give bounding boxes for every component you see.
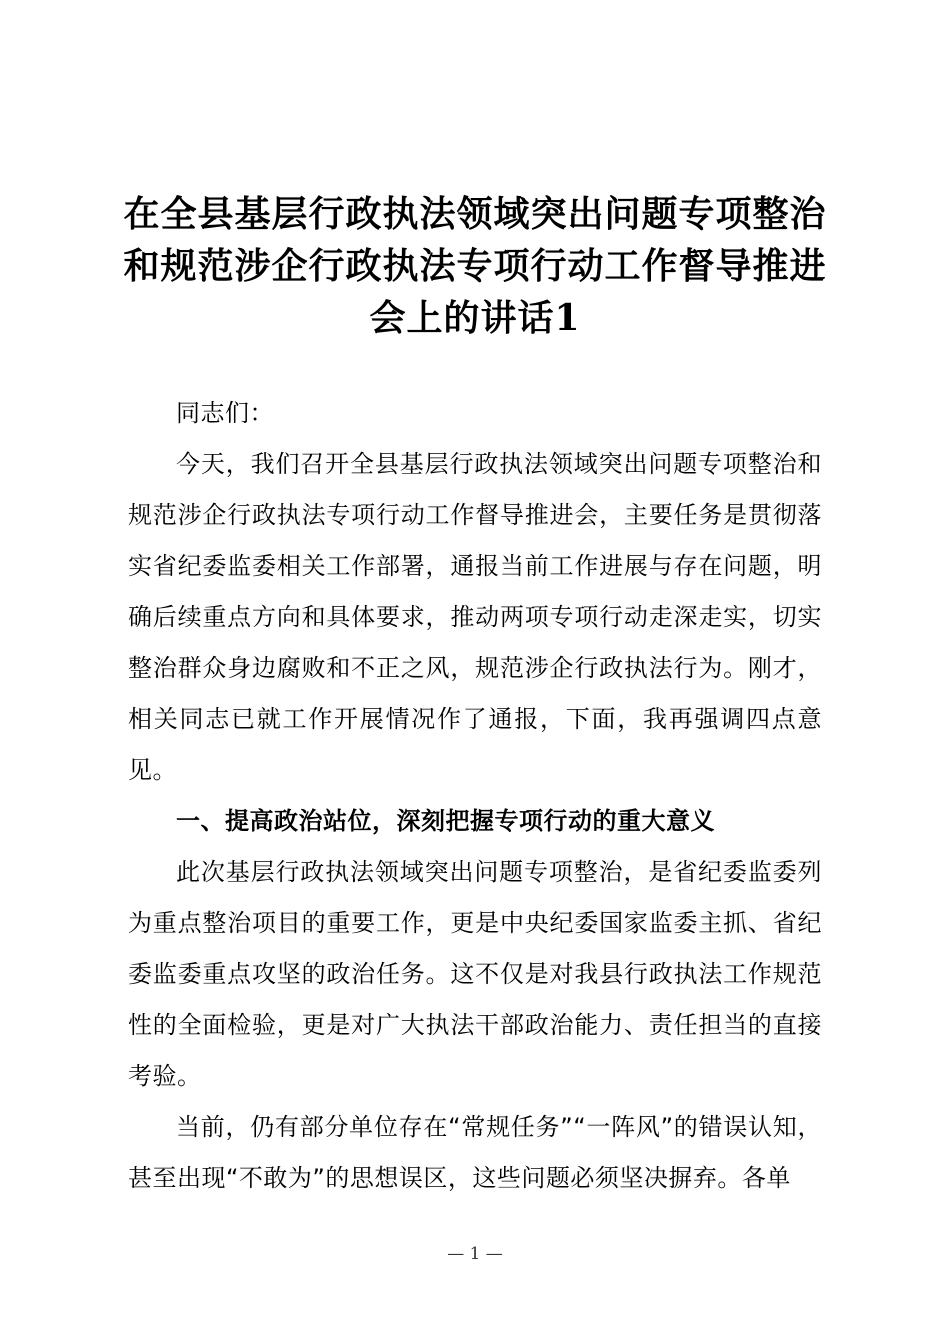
section-1-paragraph-1: 此次基层行政执法领域突出问题专项整治，是省纪委监委列为重点整治项目的重要工作，更是中央纪委国家监委主抓、省纪委监委重点攻坚的政治任务。这不仅是对我县行政执法工作规范性的全面检验，更是对广大执法干部政治能力、责任担当的直接考验。	[128, 858, 822, 1090]
section-1-paragraph-2: 当前，仍有部分单位存在“常规任务”“一阵风”的错误认知，甚至出现“不敢为”的思想误区，这些问题必须坚决摒弃。各单	[128, 1113, 822, 1192]
document-title: 在全县基层行政执法领域突出问题专项整治和规范涉企行政执法专项行动工作督导推进会上的讲话1	[123, 193, 827, 339]
document-body	[128, 388, 822, 1204]
page-number: — 1 —	[447, 1244, 503, 1264]
salutation: 同志们：	[176, 399, 274, 427]
intro-paragraph: 今天，我们召开全县基层行政执法领域突出问题专项整治和规范涉企行政执法专项行动工作督导推进会，主要任务是贯彻落实省纪委监委相关工作部署，通报当前工作进展与存在问题，明确后续重点方向和具体要求，推动两项专项行动走深走实，切实整治群众身边腐败和不正之风，规范涉企行政执法行为。刚才，相关同志已就工作开展情况作了通报，下面，我再强调四点意见。	[128, 450, 822, 784]
section-1-heading: 一、提高政治站位，深刻把握专项行动的重大意义	[176, 807, 715, 835]
